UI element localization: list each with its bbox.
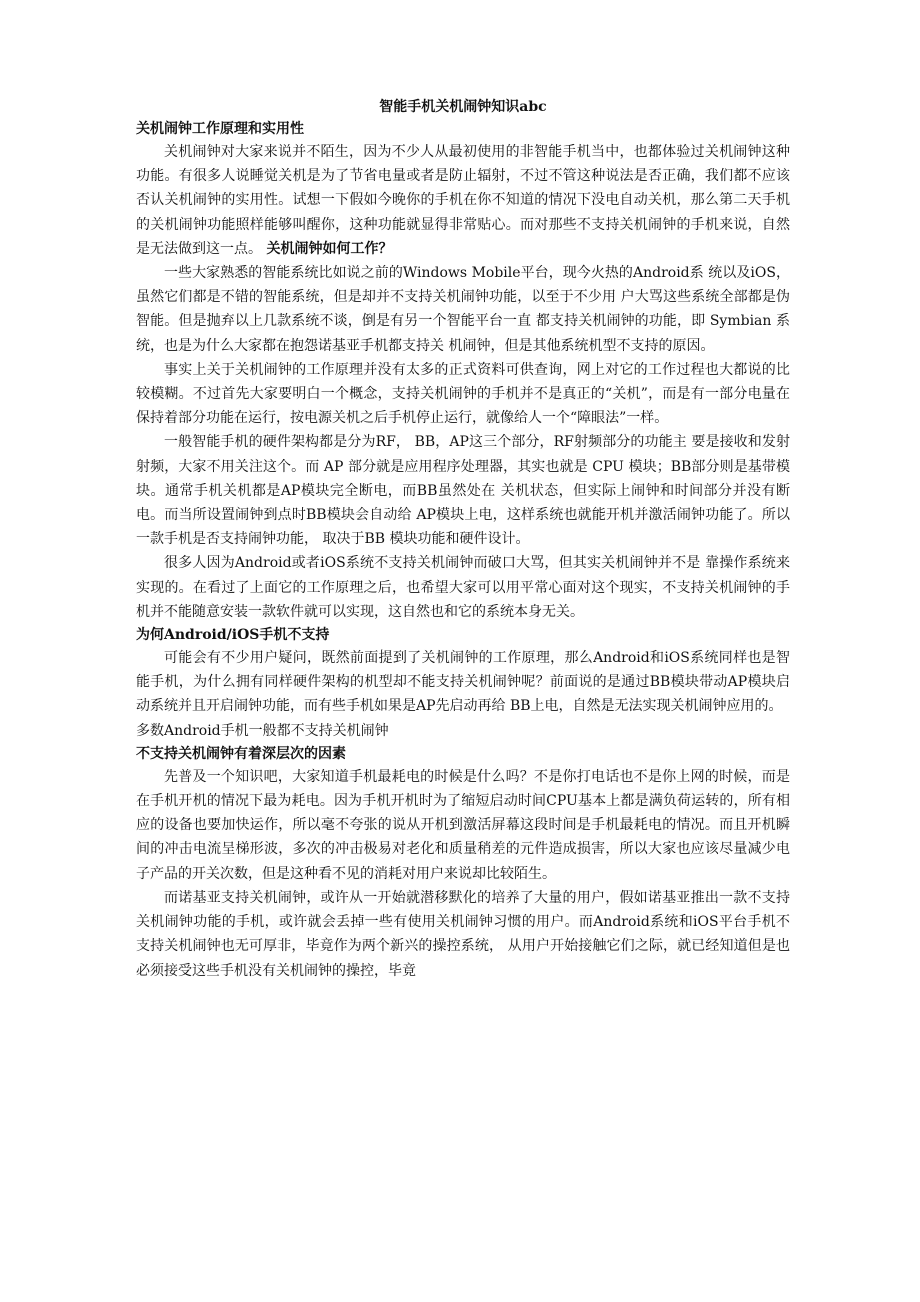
document-title: 智能手机关机闹钟知识abc: [379, 99, 547, 115]
document-page: [136, 96, 790, 983]
section-heading-deep-factors: 不支持关机闹钟有着深层次的因素: [136, 745, 346, 762]
paragraph: 可能会有不少用户疑问，既然前面提到了关机闹钟的工作原理，那么Android和iOS系统同样也是智能手机，为什么拥有同样硬件架构的机型却不能支持关机闹钟呢？前面说的是通过BB模块带动AP模块启动系统并且开启闹钟功能，而有些手机如果是AP先启动再给 BB上电，自然是无法实现关机闹钟应用的。: [136, 650, 790, 715]
paragraph: 很多人因为Android或者iOS系统不支持关机闹钟而破口大骂，但其实关机闹钟并不是 靠操作系统来实现的。在看过了上面它的工作原理之后，也希望大家可以用平常心面对这个现实，不支持关机闹钟的手机并不能随意安装一款软件就可以实现，这自然也和它的系统本身无关。: [136, 555, 790, 620]
paragraph: 一些大家熟悉的智能系统比如说之前的Windows Mobile平台，现今火热的Android系 统以及iOS，虽然它们都是不错的智能系统，但是却并不支持关机闹钟功能，以至于不少用 户大骂这些系统全部都是伪智能。但是抛弃以上几款系统不谈，倒是有另一个智能平台一直 都支持关机闹钟的功能，即 Symbian 系统，也是为什么大家都在抱怨诺基亚手机都支持关 机闹钟，但是其他系统机型不支持的原因。: [136, 265, 790, 354]
inline-heading-how-it-works: 关机闹钟如何工作？: [266, 240, 393, 257]
paragraph: 而诺基亚支持关机闹钟，或许从一开始就潜移默化的培养了大量的用户，假如诺基亚推出一款不支持关机闹钟功能的手机，或许就会丢掉一些有使用关机闹钟习惯的用户。而Android系统和iOS平台手机不支持关机闹钟也无可厚非，毕竟作为两个新兴的操控系统， 从用户开始接触它们之际，就已经知道但是也必须接受这些手机没有关机闹钟的操控，毕竟: [136, 889, 790, 979]
paragraph-text: 关机闹钟对大家来说并不陌生，因为不少人从最初使用的非智能手机当中，也都体验过关机闹钟这种功能。有很多人说睡觉关机是为了节省电量或者是防止辐射，不过不管这种说法是否正确，我们都不应该否认关机闹钟的实用性。试想一下假如今晚你的手机在你不知道的情况下没电自动关机，那么第二天手机的关机闹钟功能照样能够叫醒你，这种功能就显得非常贴心。而对那些不支持关机闹钟的手机来说，自然是无法做到这一点。: [136, 144, 790, 257]
paragraph: 先普及一个知识吧，大家知道手机最耗电的时候是什么吗？不是你打电话也不是你上网的时候，而是在手机开机的情况下最为耗电。因为手机开机时为了缩短启动时间CPU基本上都是满负荷运转的，所有相应的设备也要加快运作，所以毫不夸张的说从开机到激活屏幕这段时间是手机最耗电的情况。而且开机瞬间的冲击电流呈梯形波，多次的冲击极易对老化和质量稍差的元件造成损害，所以大家也应该尽量减少电子产品的开关次数，但是这种看不见的消耗对用户来说却比较陌生。: [136, 768, 790, 882]
section-heading-principle: 关机闹钟工作原理和实用性: [136, 121, 304, 137]
paragraph: 一般智能手机的硬件架构都是分为RF， BB，AP这三个部分，RF射频部分的功能主 要是接收和发射射频，大家不用关注这个。而 AP 部分就是应用程序处理器，其实也就是 CPU 模块；BB部分则是基带模块。通常手机关机都是AP模块完全断电，而BB虽然处在 关机状态，但实际上闹钟和时间部分并没有断电。而当所设置闹钟到点时BB模块会自动给 AP模块上电，这样系统也就能开机并激活闹钟功能了。所以一款手机是否支持闹钟功能， 取决于BB 模块功能和硬件设计。: [136, 434, 790, 548]
section-heading-android-ios: 为何Android/iOS手机不支持: [136, 627, 330, 644]
paragraph: 事实上关于关机闹钟的工作原理并没有太多的正式资料可供查询，网上对它的工作过程也大都说的比较模糊。不过首先大家要明白一个概念，支持关机闹钟的手机并不是真正的“关机”，而是有一部分电量在保持着部分功能在运行，按电源关机之后手机停止运行，就像给人一个“障眼法”一样。: [136, 361, 790, 427]
caption-line: 多数Android手机一般都不支持关机闹钟: [136, 722, 389, 739]
paragraph: [136, 140, 790, 261]
